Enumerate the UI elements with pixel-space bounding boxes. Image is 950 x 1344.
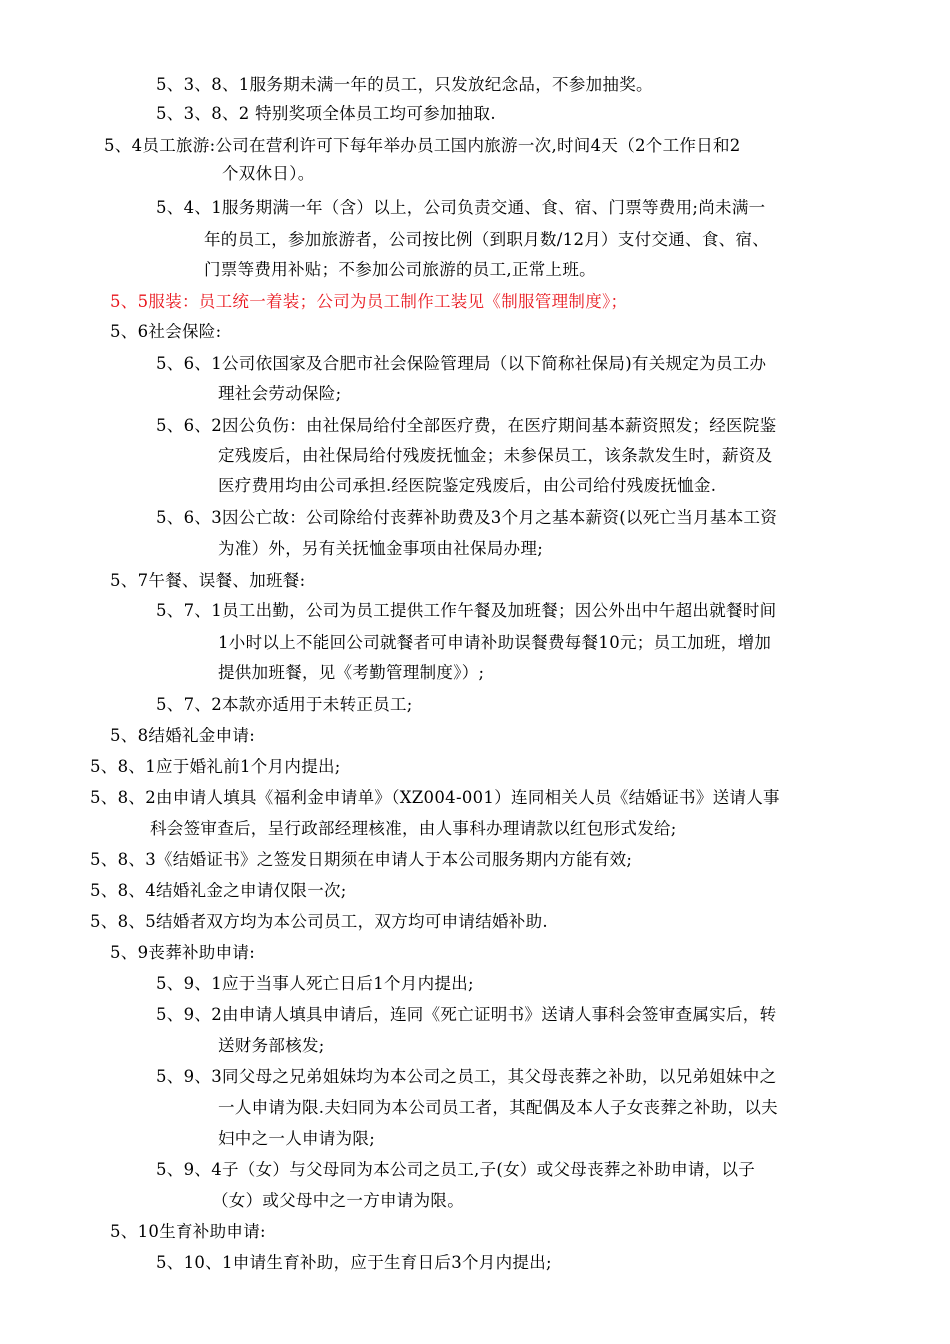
clause-5-8-2: 5、8、2由申请人填具《福利金申请单》（XZ004-001）连同相关人员《结婚证书》送请人事 bbox=[90, 788, 780, 807]
clause-5-9-3-cont-1: 一人申请为限.夫妇同为本公司员工者，其配偶及本人子女丧葬之补助，以夫 bbox=[218, 1098, 778, 1117]
clause-5-8-5: 5、8、5结婚者双方均为本公司员工，双方均可申请结婚补助. bbox=[90, 912, 548, 931]
clause-5-7-2: 5、7、2本款亦适用于未转正员工; bbox=[156, 695, 413, 714]
clause-5-10-1: 5、10、1申请生育补助，应于生育日后3个月内提出; bbox=[156, 1253, 552, 1272]
clause-5-7-1-cont-2: 提供加班餐，见《考勤管理制度》）; bbox=[218, 663, 485, 682]
clause-5-9: 5、9丧葬补助申请: bbox=[110, 943, 256, 962]
clause-5-9-1: 5、9、1应于当事人死亡日后1个月内提出; bbox=[156, 974, 474, 993]
clause-5-8: 5、8结婚礼金申请: bbox=[110, 726, 256, 745]
clause-5-9-3: 5、9、3同父母之兄弟姐妹均为本公司之员工，其父母丧葬之补助，以兄弟姐妹中之 bbox=[156, 1067, 777, 1086]
clause-5-8-3: 5、8、3《结婚证书》之签发日期须在申请人于本公司服务期内方能有效; bbox=[90, 850, 633, 869]
clause-5-4-1-cont-1: 年的员工，参加旅游者，公司按比例（到职月数/12月）支付交通、食、宿、 bbox=[204, 230, 770, 249]
clause-5-6-2: 5、6、2因公负伤：由社保局给付全部医疗费，在医疗期间基本薪资照发；经医院鉴 bbox=[156, 416, 777, 435]
clause-5-7-1: 5、7、1员工出勤，公司为员工提供工作午餐及加班餐；因公外出中午超出就餐时间 bbox=[156, 601, 777, 620]
clause-5-6-2-cont-2: 医疗费用均由公司承担.经医院鉴定残废后，由公司给付残废抚恤金. bbox=[218, 476, 717, 495]
clause-5-6-3-cont: 为准）外，另有关抚恤金事项由社保局办理; bbox=[218, 539, 544, 558]
clause-5-3-8-1: 5、3、8、1服务期未满一年的员工，只发放纪念品，不参加抽奖。 bbox=[156, 75, 653, 94]
clause-5-8-1: 5、8、1应于婚礼前1个月内提出; bbox=[90, 757, 341, 776]
clause-5-4: 5、4员工旅游:公司在营利许可下每年举办员工国内旅游一次,时间4天（2个工作日和2 bbox=[104, 136, 741, 155]
clause-5-6-3: 5、6、3因公亡故：公司除给付丧葬补助费及3个月之基本薪资(以死亡当月基本工资 bbox=[156, 508, 778, 527]
clause-5-5: 5、5服装：员工统一着装；公司为员工制作工装见《制服管理制度》； bbox=[110, 292, 628, 311]
clause-5-6: 5、6社会保险: bbox=[110, 322, 222, 341]
clause-5-9-2: 5、9、2由申请人填具申请后，连同《死亡证明书》送请人事科会签审查属实后，转 bbox=[156, 1005, 777, 1024]
clause-5-9-4: 5、9、4子（女）与父母同为本公司之员工,子(女）或父母丧葬之补助申请，以子 bbox=[156, 1160, 756, 1179]
clause-5-4-1: 5、4、1服务期满一年（含）以上，公司负责交通、食、宿、门票等费用;尚未满一 bbox=[156, 198, 766, 217]
clause-5-6-1: 5、6、1公司依国家及合肥市社会保险管理局（以下简称社保局)有关规定为员工办 bbox=[156, 354, 767, 373]
clause-5-6-1-cont: 理社会劳动保险; bbox=[218, 384, 342, 403]
clause-5-9-4-cont: （女）或父母中之一方申请为限。 bbox=[212, 1191, 464, 1210]
clause-5-8-2-cont: 科会签审查后，呈行政部经理核准，由人事科办理请款以红包形式发给; bbox=[150, 819, 677, 838]
clause-5-6-2-cont-1: 定残废后，由社保局给付残废抚恤金；未参保员工，该条款发生时，薪资及 bbox=[218, 446, 773, 465]
clause-5-3-8-2: 5、3、8、2 特别奖项全体员工均可参加抽取. bbox=[156, 104, 496, 123]
clause-5-4-1-cont-2: 门票等费用补贴；不参加公司旅游的员工,正常上班。 bbox=[204, 260, 596, 279]
clause-5-10: 5、10生育补助申请: bbox=[110, 1222, 266, 1241]
clause-5-9-3-cont-2: 妇中之一人申请为限; bbox=[218, 1129, 376, 1148]
clause-5-7: 5、7午餐、误餐、加班餐: bbox=[110, 571, 306, 590]
clause-5-9-2-cont: 送财务部核发; bbox=[218, 1036, 325, 1055]
clause-5-4-cont: 个双休日）。 bbox=[222, 164, 315, 183]
clause-5-8-4: 5、8、4结婚礼金之申请仅限一次; bbox=[90, 881, 347, 900]
clause-5-7-1-cont-1: 1小时以上不能回公司就餐者可申请补助误餐费每餐10元；员工加班，增加 bbox=[218, 633, 772, 652]
